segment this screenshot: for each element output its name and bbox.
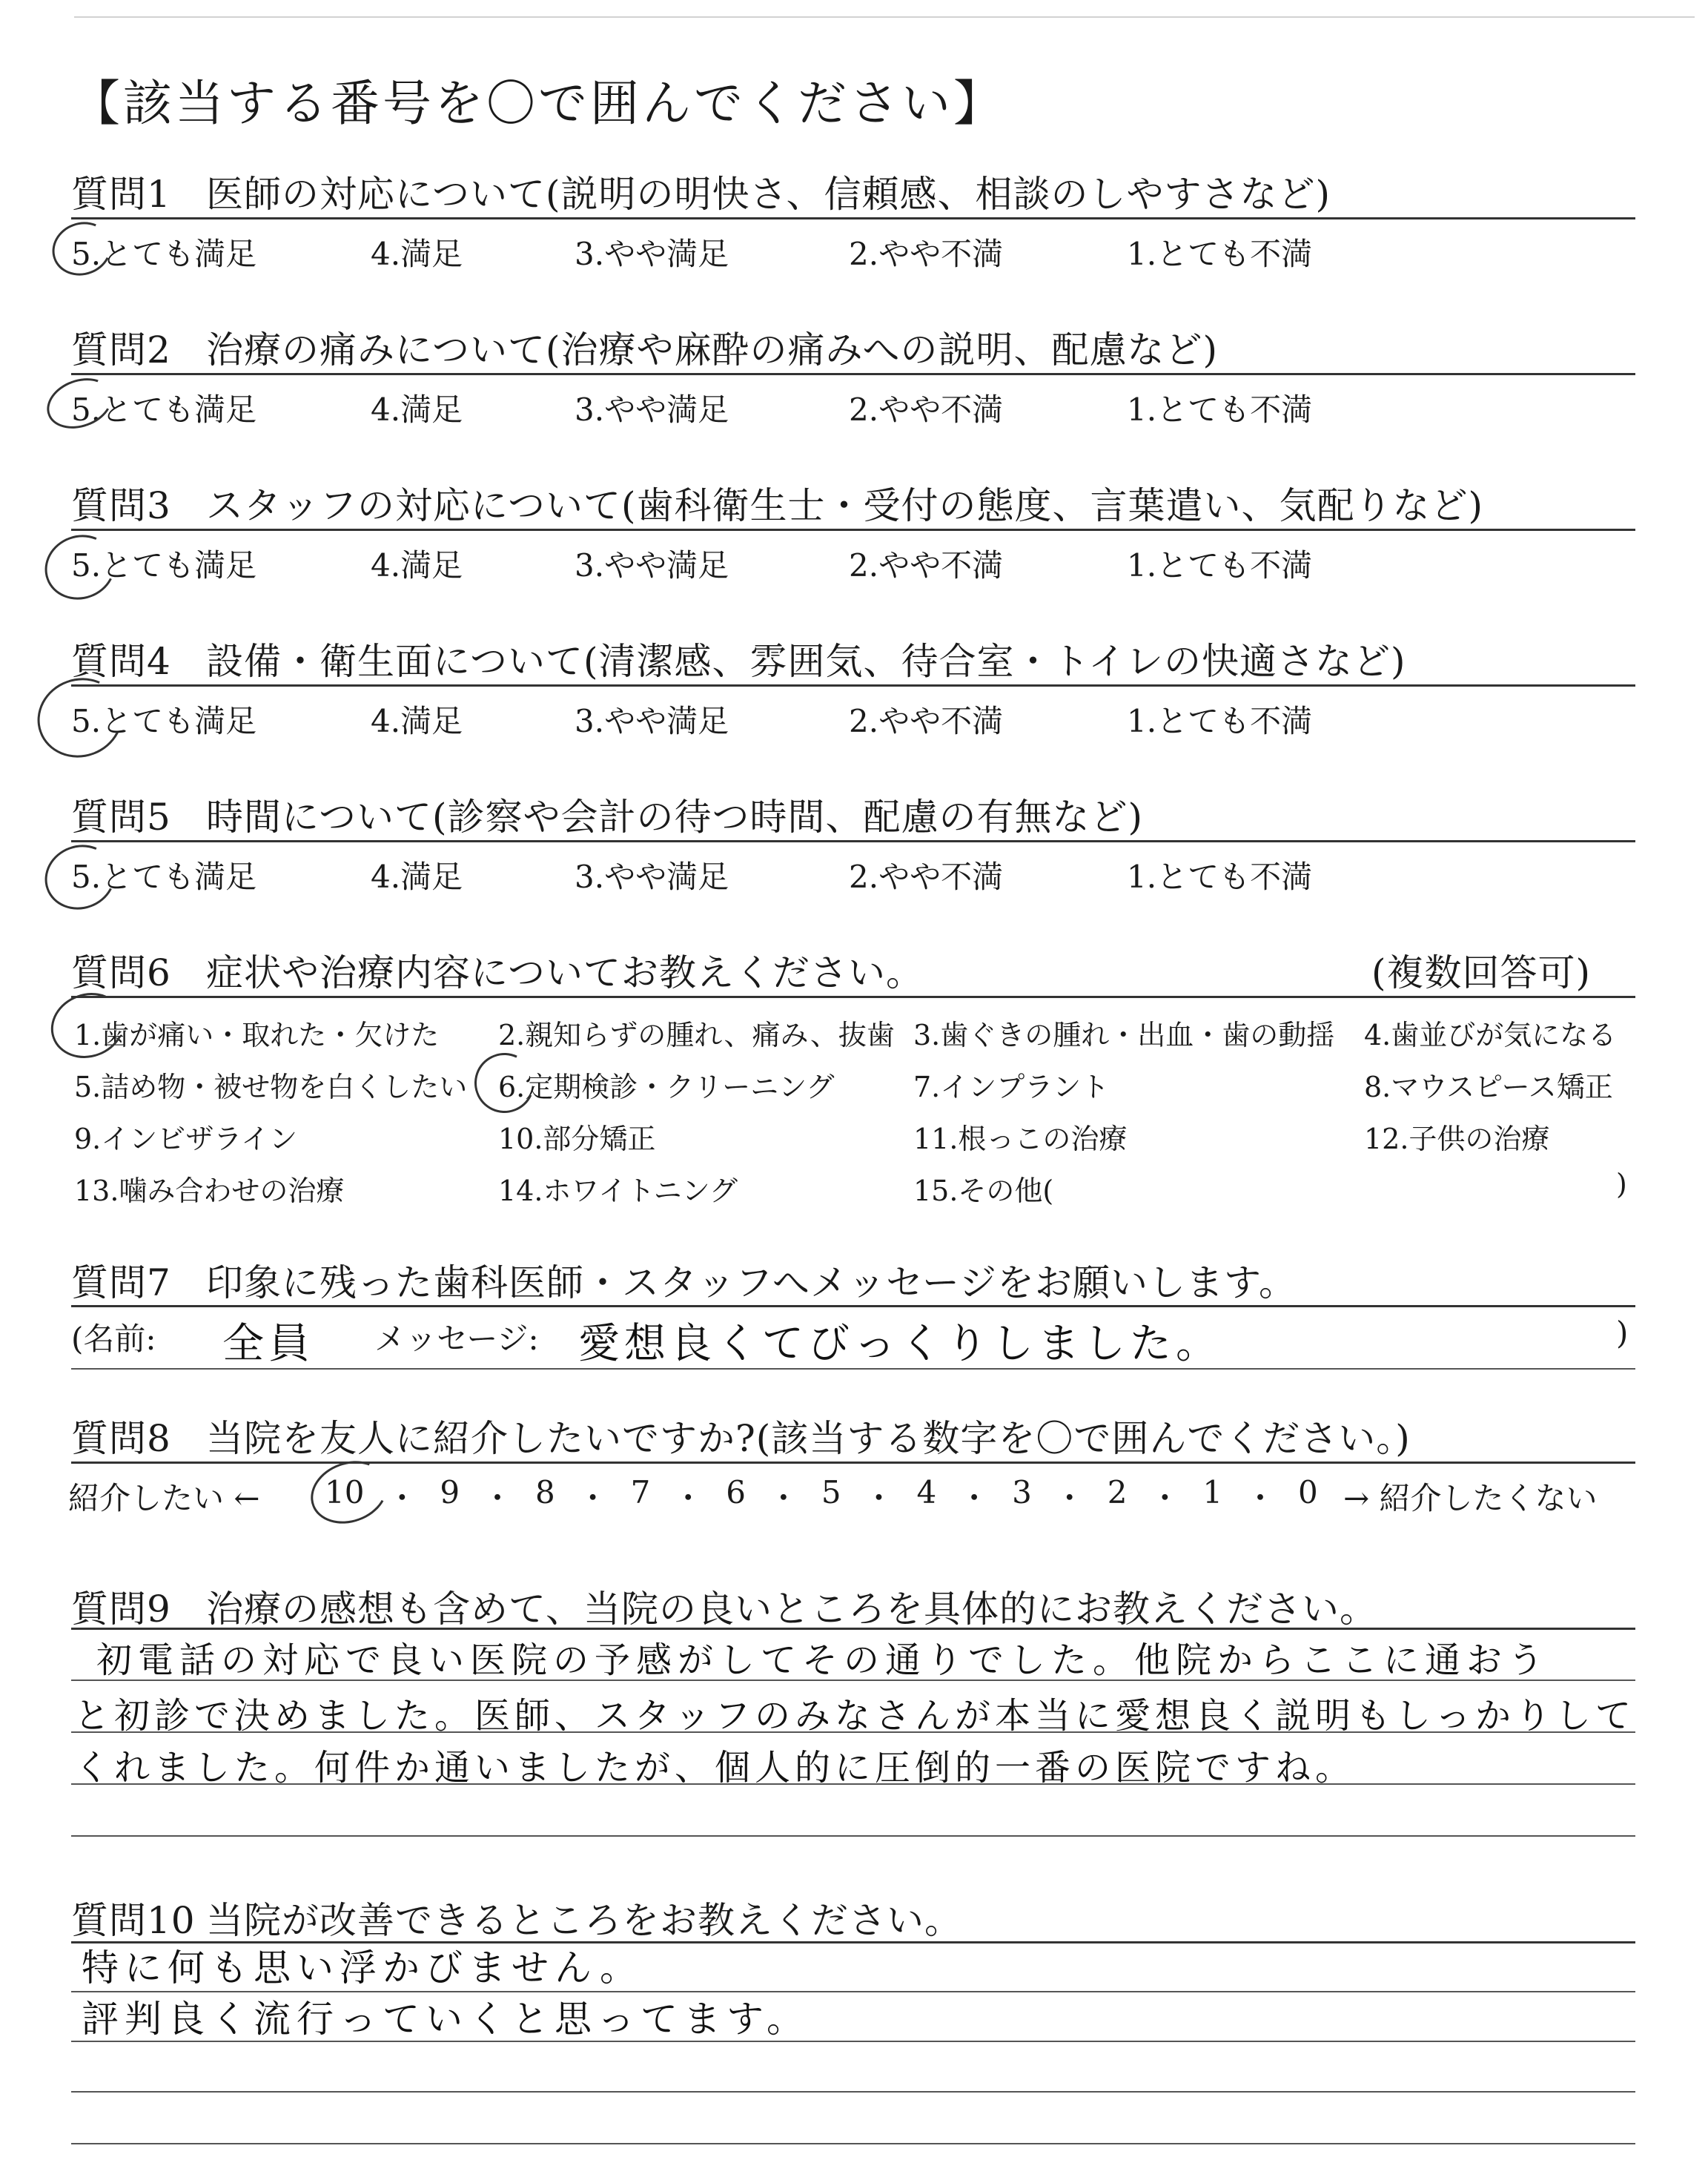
q10-text: 当院が改善できるところをお教えください。 bbox=[206, 1899, 962, 1942]
q8-score-1[interactable]: 1 bbox=[1202, 1474, 1223, 1510]
q7-text: 印象に残った歯科医師・スタッフへメッセージをお願いします。 bbox=[206, 1261, 1297, 1304]
q8-score-10[interactable]: 10 bbox=[325, 1474, 365, 1510]
q8-label: 質問8 bbox=[71, 1417, 171, 1460]
q7-message-value[interactable]: 愛想良くてびっくりしました。 bbox=[578, 1320, 1222, 1368]
q6-option-4[interactable]: 4.歯並びが気になる bbox=[1364, 1019, 1617, 1051]
q8-score-7[interactable]: 7 bbox=[630, 1474, 651, 1510]
q8-dot: ・ bbox=[863, 1480, 895, 1516]
q9-text: 治療の感想も含めて、当院の良いところを具体的にお教えください。 bbox=[206, 1588, 1377, 1631]
q8-dot: ・ bbox=[959, 1480, 990, 1516]
q10-label: 質問10 bbox=[71, 1899, 196, 1942]
q2-text: 治療の痛みについて(治療や麻酔の痛みへの説明、配慮など) bbox=[206, 328, 1219, 371]
q3-label: 質問3 bbox=[71, 484, 171, 527]
q6-label: 質問6 bbox=[71, 951, 171, 994]
q3-selection-circle bbox=[36, 525, 125, 610]
q8-text: 当院を友人に紹介したいですか?(該当する数字を〇で囲んでください。) bbox=[206, 1417, 1411, 1460]
q6-option-2[interactable]: 2.親知らずの腫れ、痛み、抜歯 bbox=[498, 1019, 895, 1051]
q10-writing-line-4 bbox=[71, 2143, 1635, 2144]
q4-option-4[interactable]: 4.満足 bbox=[371, 703, 463, 739]
q6-selection-circle-6 bbox=[466, 1045, 543, 1122]
q6-option-3[interactable]: 3.歯ぐきの腫れ・出血・歯の動揺 bbox=[913, 1019, 1335, 1051]
q2-rule bbox=[71, 373, 1635, 375]
q8-left-label: 紹介したい ← bbox=[68, 1480, 260, 1516]
q6-option-8[interactable]: 8.マウスピース矯正 bbox=[1364, 1071, 1613, 1103]
q8-dot: ・ bbox=[767, 1480, 799, 1516]
q5-option-1[interactable]: 1.とても不満 bbox=[1127, 859, 1313, 895]
q1-option-2[interactable]: 2.やや不満 bbox=[849, 236, 1004, 272]
q5-option-3[interactable]: 3.やや満足 bbox=[575, 859, 729, 895]
q3-option-5[interactable]: 5.とても満足 bbox=[71, 547, 257, 584]
q10-answer-line-2[interactable]: 評判良く流行っていくと思ってます。 bbox=[82, 1998, 810, 2041]
q7-close-paren: ) bbox=[1616, 1315, 1629, 1351]
q8-dot: ・ bbox=[577, 1480, 609, 1516]
q5-rule bbox=[71, 840, 1635, 842]
q6-other-close: ) bbox=[1616, 1168, 1627, 1200]
q2-option-4[interactable]: 4.満足 bbox=[371, 392, 463, 428]
q5-option-2[interactable]: 2.やや不満 bbox=[849, 859, 1004, 895]
q10-answer-line-1[interactable]: 特に何も思い浮かびません。 bbox=[82, 1946, 643, 1989]
q2-option-3[interactable]: 3.やや満足 bbox=[575, 392, 729, 428]
q9-writing-line-4 bbox=[71, 1835, 1635, 1837]
q4-option-2[interactable]: 2.やや不満 bbox=[849, 703, 1004, 739]
q7-label: 質問7 bbox=[71, 1261, 171, 1304]
q4-text: 設備・衛生面について(清潔感、雰囲気、待合室・トイレの快適さなど) bbox=[206, 640, 1406, 683]
q2-option-2[interactable]: 2.やや不満 bbox=[849, 392, 1004, 428]
q5-text: 時間について(診察や会計の待つ時間、配慮の有無など) bbox=[206, 796, 1144, 839]
q2-option-5[interactable]: 5.とても満足 bbox=[71, 392, 257, 428]
q6-option-11[interactable]: 11.根っこの治療 bbox=[913, 1123, 1128, 1155]
q8-dot: ・ bbox=[1149, 1480, 1181, 1516]
q1-text: 医師の対応について(説明の明快さ、信頼感、相談のしやすさなど) bbox=[206, 173, 1331, 216]
q6-option-9[interactable]: 9.インビザライン bbox=[74, 1123, 298, 1155]
q1-label: 質問1 bbox=[71, 173, 171, 216]
q1-option-5[interactable]: 5.とても満足 bbox=[71, 236, 257, 272]
q8-dot: ・ bbox=[482, 1480, 514, 1516]
q3-rule bbox=[71, 529, 1635, 531]
q6-option-14[interactable]: 14.ホワイトニング bbox=[498, 1175, 738, 1207]
q4-option-1[interactable]: 1.とても不満 bbox=[1127, 703, 1313, 739]
q2-option-1[interactable]: 1.とても不満 bbox=[1127, 392, 1313, 428]
q10-writing-line-3 bbox=[71, 2091, 1635, 2093]
q9-answer-line-2[interactable]: と初診で決めました。医師、スタッフのみなさんが本当に愛想良く説明もしっかりして bbox=[74, 1695, 1636, 1737]
q7-name-value[interactable]: 全員 bbox=[222, 1320, 314, 1368]
q6-option-13[interactable]: 13.噛み合わせの治療 bbox=[74, 1175, 345, 1207]
q8-right-label: → 紹介したくない bbox=[1343, 1480, 1598, 1516]
q8-dot: ・ bbox=[386, 1480, 418, 1516]
q4-label: 質問4 bbox=[71, 640, 171, 683]
q7-rule bbox=[71, 1305, 1635, 1307]
q9-answer-line-1[interactable]: 初電話の対応で良い医院の予感がしてその通りでした。他院からここに通おう bbox=[96, 1639, 1550, 1681]
q3-option-3[interactable]: 3.やや満足 bbox=[575, 547, 729, 584]
q6-option-10[interactable]: 10.部分矯正 bbox=[498, 1123, 656, 1155]
q6-option-6[interactable]: 6.定期検診・クリーニング bbox=[498, 1071, 835, 1103]
q3-option-4[interactable]: 4.満足 bbox=[371, 547, 463, 584]
q5-selection-circle bbox=[36, 835, 125, 919]
q1-option-1[interactable]: 1.とても不満 bbox=[1127, 236, 1313, 272]
q1-option-4[interactable]: 4.満足 bbox=[371, 236, 463, 272]
q9-answer-line-3[interactable]: くれました。何件か通いましたが、個人的に圧倒的一番の医院ですね。 bbox=[74, 1747, 1356, 1789]
q9-label: 質問9 bbox=[71, 1588, 171, 1631]
q7-answer-rule bbox=[71, 1368, 1635, 1370]
form-title: 【該当する番号を〇で囲んでください】 bbox=[71, 75, 1005, 132]
q1-rule bbox=[71, 217, 1635, 219]
q3-option-2[interactable]: 2.やや不満 bbox=[849, 547, 1004, 584]
q8-score-2[interactable]: 2 bbox=[1107, 1474, 1128, 1510]
q1-option-3[interactable]: 3.やや満足 bbox=[575, 236, 729, 272]
q4-rule bbox=[71, 684, 1635, 687]
q8-score-4[interactable]: 4 bbox=[916, 1474, 937, 1510]
q8-rule bbox=[71, 1462, 1635, 1464]
q3-option-1[interactable]: 1.とても不満 bbox=[1127, 547, 1313, 584]
q3-text: スタッフの対応について(歯科衛生士・受付の態度、言葉遣い、気配りなど) bbox=[206, 484, 1484, 527]
q7-name-label: (名前: bbox=[71, 1321, 156, 1357]
q4-option-3[interactable]: 3.やや満足 bbox=[575, 703, 729, 739]
q6-option-1[interactable]: 1.歯が痛い・取れた・欠けた bbox=[74, 1019, 440, 1051]
q9-writing-line-2 bbox=[71, 1731, 1635, 1733]
q5-label: 質問5 bbox=[71, 796, 171, 839]
q6-rule bbox=[71, 996, 1635, 998]
q6-text: 症状や治療内容についてお教えください。 bbox=[206, 951, 924, 994]
q8-score-8[interactable]: 8 bbox=[534, 1474, 555, 1510]
q9-writing-line-3 bbox=[71, 1783, 1635, 1785]
q6-option-7[interactable]: 7.インプラント bbox=[913, 1071, 1110, 1103]
q8-dot: ・ bbox=[1245, 1480, 1277, 1516]
q8-dot: ・ bbox=[672, 1480, 704, 1516]
top-border bbox=[74, 16, 1695, 18]
q6-option-12[interactable]: 12.子供の治療 bbox=[1364, 1123, 1550, 1155]
q7-message-label: メッセージ: bbox=[374, 1321, 539, 1357]
q6-option-5[interactable]: 5.詰め物・被せ物を白くしたい bbox=[74, 1071, 468, 1103]
q9-writing-line-1 bbox=[71, 1680, 1635, 1681]
q8-score-0[interactable]: 0 bbox=[1297, 1474, 1318, 1510]
q5-option-5[interactable]: 5.とても満足 bbox=[71, 859, 257, 895]
q6-note: (複数回答可) bbox=[1371, 951, 1592, 994]
q8-score-5[interactable]: 5 bbox=[821, 1474, 841, 1510]
q10-writing-line-2 bbox=[71, 2041, 1635, 2042]
q8-dot: ・ bbox=[1053, 1480, 1085, 1516]
q8-scale bbox=[325, 1474, 1318, 1519]
q4-option-5[interactable]: 5.とても満足 bbox=[71, 703, 257, 739]
q9-rule bbox=[71, 1628, 1635, 1630]
q6-option-15[interactable]: 15.その他( bbox=[913, 1175, 1054, 1207]
q8-score-9[interactable]: 9 bbox=[440, 1474, 460, 1510]
q2-label: 質問2 bbox=[71, 328, 171, 371]
q8-score-3[interactable]: 3 bbox=[1012, 1474, 1032, 1510]
q5-option-4[interactable]: 4.満足 bbox=[371, 859, 463, 895]
q8-score-6[interactable]: 6 bbox=[726, 1474, 746, 1510]
